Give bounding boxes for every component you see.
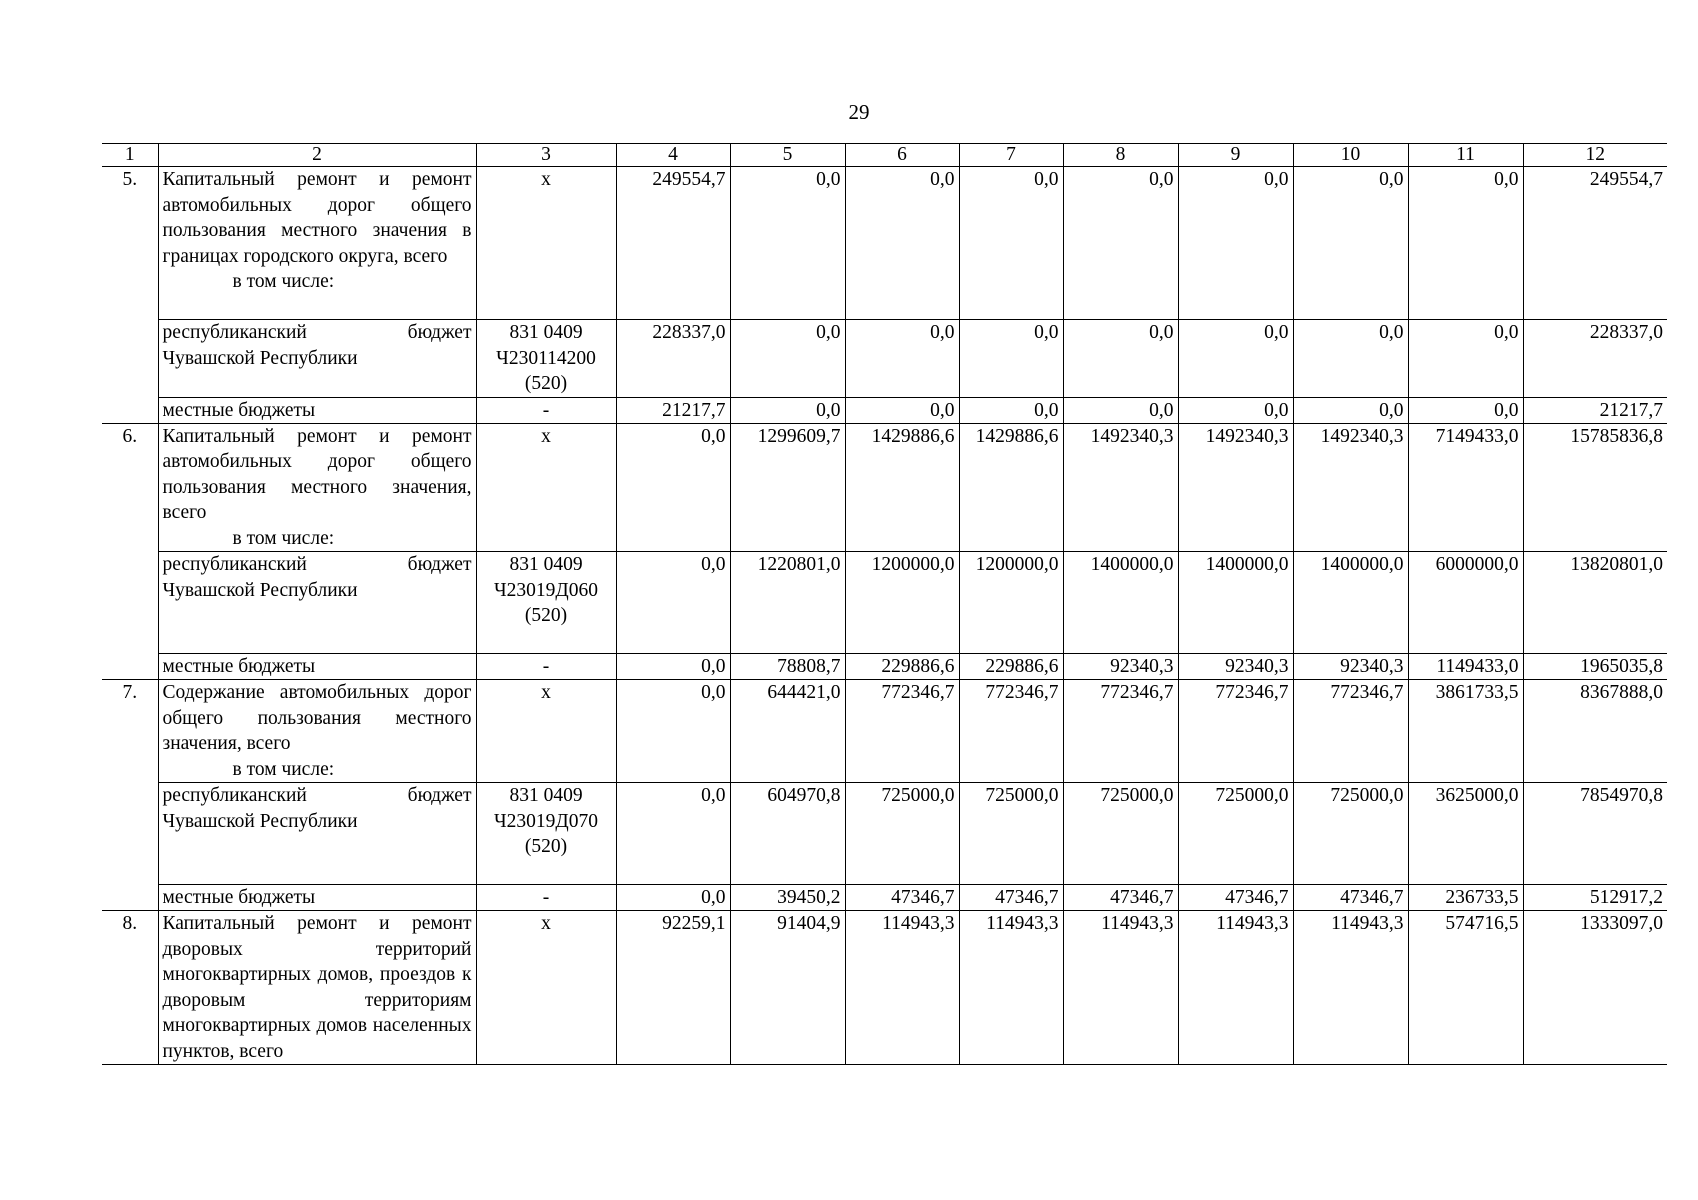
row-number: 8. bbox=[102, 911, 158, 1065]
value-cell: 0,0 bbox=[1408, 167, 1523, 320]
value-cell: 236733,5 bbox=[1408, 885, 1523, 911]
value-cell: 0,0 bbox=[616, 552, 730, 654]
program-row bbox=[102, 423, 1667, 552]
header-cell: 10 bbox=[1293, 144, 1408, 167]
row-title-text: Капитальный ремонт и ремонт автомобильных дорог общего пользования местного значения, всего bbox=[162, 425, 472, 523]
value-cell: 0,0 bbox=[616, 885, 730, 911]
value-cell: 1333097,0 bbox=[1523, 911, 1667, 1065]
budget-code: 831 0409 Ч23019Д070 (520) bbox=[476, 783, 616, 885]
value-cell: 0,0 bbox=[959, 167, 1063, 320]
source-label: местные бюджеты bbox=[158, 654, 476, 680]
row-title bbox=[158, 423, 476, 552]
republic-budget-row bbox=[102, 552, 1667, 654]
program-row bbox=[102, 911, 1667, 1065]
row-title-text: Капитальный ремонт и ремонт автомобильных дорог общего пользования местного значения в границах городского округа, всего bbox=[162, 169, 472, 267]
value-cell: 0,0 bbox=[1178, 397, 1293, 423]
value-cell: 1492340,3 bbox=[1063, 423, 1178, 552]
value-cell: 1200000,0 bbox=[845, 552, 959, 654]
budget-code: - bbox=[476, 885, 616, 911]
row-title-text: Капитальный ремонт и ремонт дворовых территорий многоквартирных домов, проездов к дворовым территориям многоквартирных домов населенных пунктов, всего bbox=[162, 913, 472, 1062]
value-cell: 92259,1 bbox=[616, 911, 730, 1065]
value-cell: 114943,3 bbox=[1178, 911, 1293, 1065]
value-cell: 1492340,3 bbox=[1293, 423, 1408, 552]
value-cell: 1400000,0 bbox=[1063, 552, 1178, 654]
value-cell: 1429886,6 bbox=[959, 423, 1063, 552]
value-cell: 78808,7 bbox=[730, 654, 845, 680]
republic-budget-row bbox=[102, 320, 1667, 398]
value-cell: 0,0 bbox=[1178, 167, 1293, 320]
row-title bbox=[158, 167, 476, 320]
value-cell: 0,0 bbox=[730, 397, 845, 423]
value-cell: 21217,7 bbox=[616, 397, 730, 423]
value-cell: 92340,3 bbox=[1293, 654, 1408, 680]
value-cell: 1400000,0 bbox=[1178, 552, 1293, 654]
value-cell: 39450,2 bbox=[730, 885, 845, 911]
program-row bbox=[102, 680, 1667, 783]
local-budget-row bbox=[102, 885, 1667, 911]
value-cell: 249554,7 bbox=[616, 167, 730, 320]
source-label: республиканский бюджет Чувашской Республики bbox=[158, 552, 476, 654]
value-cell: 91404,9 bbox=[730, 911, 845, 1065]
value-cell: 0,0 bbox=[1063, 167, 1178, 320]
source-label: местные бюджеты bbox=[158, 885, 476, 911]
value-cell: 6000000,0 bbox=[1408, 552, 1523, 654]
value-cell: 1149433,0 bbox=[1408, 654, 1523, 680]
value-cell: 3861733,5 bbox=[1408, 680, 1523, 783]
row-subtitle: в том числе: bbox=[232, 527, 335, 549]
value-cell: 13820801,0 bbox=[1523, 552, 1667, 654]
value-cell: 0,0 bbox=[1293, 167, 1408, 320]
republic-budget-row bbox=[102, 783, 1667, 885]
program-row bbox=[102, 167, 1667, 320]
value-cell: 0,0 bbox=[1293, 397, 1408, 423]
value-cell: 47346,7 bbox=[1178, 885, 1293, 911]
value-cell: 114943,3 bbox=[1063, 911, 1178, 1065]
value-cell: 1220801,0 bbox=[730, 552, 845, 654]
source-label: республиканский бюджет Чувашской Республики bbox=[158, 783, 476, 885]
value-cell: 114943,3 bbox=[845, 911, 959, 1065]
value-cell: 0,0 bbox=[1178, 320, 1293, 398]
value-cell: 1492340,3 bbox=[1178, 423, 1293, 552]
value-cell: 0,0 bbox=[730, 167, 845, 320]
page-number: 29 bbox=[848, 100, 870, 124]
source-label: местные бюджеты bbox=[158, 397, 476, 423]
budget-table bbox=[102, 143, 1667, 1065]
local-budget-row bbox=[102, 397, 1667, 423]
value-cell: 0,0 bbox=[1293, 320, 1408, 398]
header-cell: 1 bbox=[102, 144, 158, 167]
value-cell: 772346,7 bbox=[1063, 680, 1178, 783]
value-cell: 0,0 bbox=[616, 654, 730, 680]
value-cell: 15785836,8 bbox=[1523, 423, 1667, 552]
budget-code: - bbox=[476, 654, 616, 680]
header-cell: 8 bbox=[1063, 144, 1178, 167]
budget-code: x bbox=[476, 167, 616, 320]
budget-code: 831 0409 Ч230114200 (520) bbox=[476, 320, 616, 398]
value-cell: 47346,7 bbox=[959, 885, 1063, 911]
value-cell: 114943,3 bbox=[959, 911, 1063, 1065]
row-number: 5. bbox=[102, 167, 158, 424]
value-cell: 92340,3 bbox=[1063, 654, 1178, 680]
value-cell: 644421,0 bbox=[730, 680, 845, 783]
value-cell: 772346,7 bbox=[845, 680, 959, 783]
budget-code: 831 0409 Ч23019Д060 (520) bbox=[476, 552, 616, 654]
value-cell: 228337,0 bbox=[1523, 320, 1667, 398]
value-cell: 0,0 bbox=[845, 397, 959, 423]
value-cell: 229886,6 bbox=[845, 654, 959, 680]
value-cell: 1200000,0 bbox=[959, 552, 1063, 654]
value-cell: 0,0 bbox=[845, 320, 959, 398]
header-cell: 11 bbox=[1408, 144, 1523, 167]
value-cell: 47346,7 bbox=[845, 885, 959, 911]
header-cell: 6 bbox=[845, 144, 959, 167]
budget-code: x bbox=[476, 423, 616, 552]
row-title bbox=[158, 911, 476, 1065]
value-cell: 7854970,8 bbox=[1523, 783, 1667, 885]
value-cell: 0,0 bbox=[616, 680, 730, 783]
value-cell: 1429886,6 bbox=[845, 423, 959, 552]
header-cell: 9 bbox=[1178, 144, 1293, 167]
value-cell: 0,0 bbox=[1408, 397, 1523, 423]
header-cell: 12 bbox=[1523, 144, 1667, 167]
value-cell: 7149433,0 bbox=[1408, 423, 1523, 552]
value-cell: 574716,5 bbox=[1408, 911, 1523, 1065]
value-cell: 725000,0 bbox=[1293, 783, 1408, 885]
value-cell: 228337,0 bbox=[616, 320, 730, 398]
header-cell: 4 bbox=[616, 144, 730, 167]
value-cell: 21217,7 bbox=[1523, 397, 1667, 423]
value-cell: 8367888,0 bbox=[1523, 680, 1667, 783]
budget-code: - bbox=[476, 397, 616, 423]
value-cell: 92340,3 bbox=[1178, 654, 1293, 680]
source-label: республиканский бюджет Чувашской Республики bbox=[158, 320, 476, 398]
table-body bbox=[102, 144, 1667, 1065]
value-cell: 0,0 bbox=[1408, 320, 1523, 398]
value-cell: 114943,3 bbox=[1293, 911, 1408, 1065]
value-cell: 512917,2 bbox=[1523, 885, 1667, 911]
row-number: 6. bbox=[102, 423, 158, 680]
header-cell: 3 bbox=[476, 144, 616, 167]
value-cell: 47346,7 bbox=[1063, 885, 1178, 911]
row-title-text: Содержание автомобильных дорог общего пользования местного значения, всего bbox=[162, 682, 472, 754]
value-cell: 0,0 bbox=[730, 320, 845, 398]
row-subtitle: в том числе: bbox=[232, 758, 335, 780]
value-cell: 0,0 bbox=[959, 320, 1063, 398]
value-cell: 0,0 bbox=[845, 167, 959, 320]
value-cell: 725000,0 bbox=[959, 783, 1063, 885]
value-cell: 0,0 bbox=[1063, 397, 1178, 423]
value-cell: 0,0 bbox=[616, 783, 730, 885]
value-cell: 725000,0 bbox=[1178, 783, 1293, 885]
budget-code: x bbox=[476, 911, 616, 1065]
row-subtitle: в том числе: bbox=[232, 271, 335, 292]
value-cell: 725000,0 bbox=[1063, 783, 1178, 885]
value-cell: 1965035,8 bbox=[1523, 654, 1667, 680]
row-number: 7. bbox=[102, 680, 158, 911]
value-cell: 0,0 bbox=[1063, 320, 1178, 398]
value-cell: 249554,7 bbox=[1523, 167, 1667, 320]
header-cell: 2 bbox=[158, 144, 476, 167]
value-cell: 47346,7 bbox=[1293, 885, 1408, 911]
row-title bbox=[158, 680, 476, 783]
value-cell: 725000,0 bbox=[845, 783, 959, 885]
value-cell: 1400000,0 bbox=[1293, 552, 1408, 654]
budget-code: x bbox=[476, 680, 616, 783]
header-cell: 5 bbox=[730, 144, 845, 167]
value-cell: 0,0 bbox=[959, 397, 1063, 423]
value-cell: 772346,7 bbox=[1178, 680, 1293, 783]
value-cell: 772346,7 bbox=[1293, 680, 1408, 783]
value-cell: 3625000,0 bbox=[1408, 783, 1523, 885]
value-cell: 0,0 bbox=[616, 423, 730, 552]
header-cell: 7 bbox=[959, 144, 1063, 167]
header-row bbox=[102, 144, 1667, 167]
value-cell: 229886,6 bbox=[959, 654, 1063, 680]
local-budget-row bbox=[102, 654, 1667, 680]
value-cell: 772346,7 bbox=[959, 680, 1063, 783]
value-cell: 604970,8 bbox=[730, 783, 845, 885]
value-cell: 1299609,7 bbox=[730, 423, 845, 552]
